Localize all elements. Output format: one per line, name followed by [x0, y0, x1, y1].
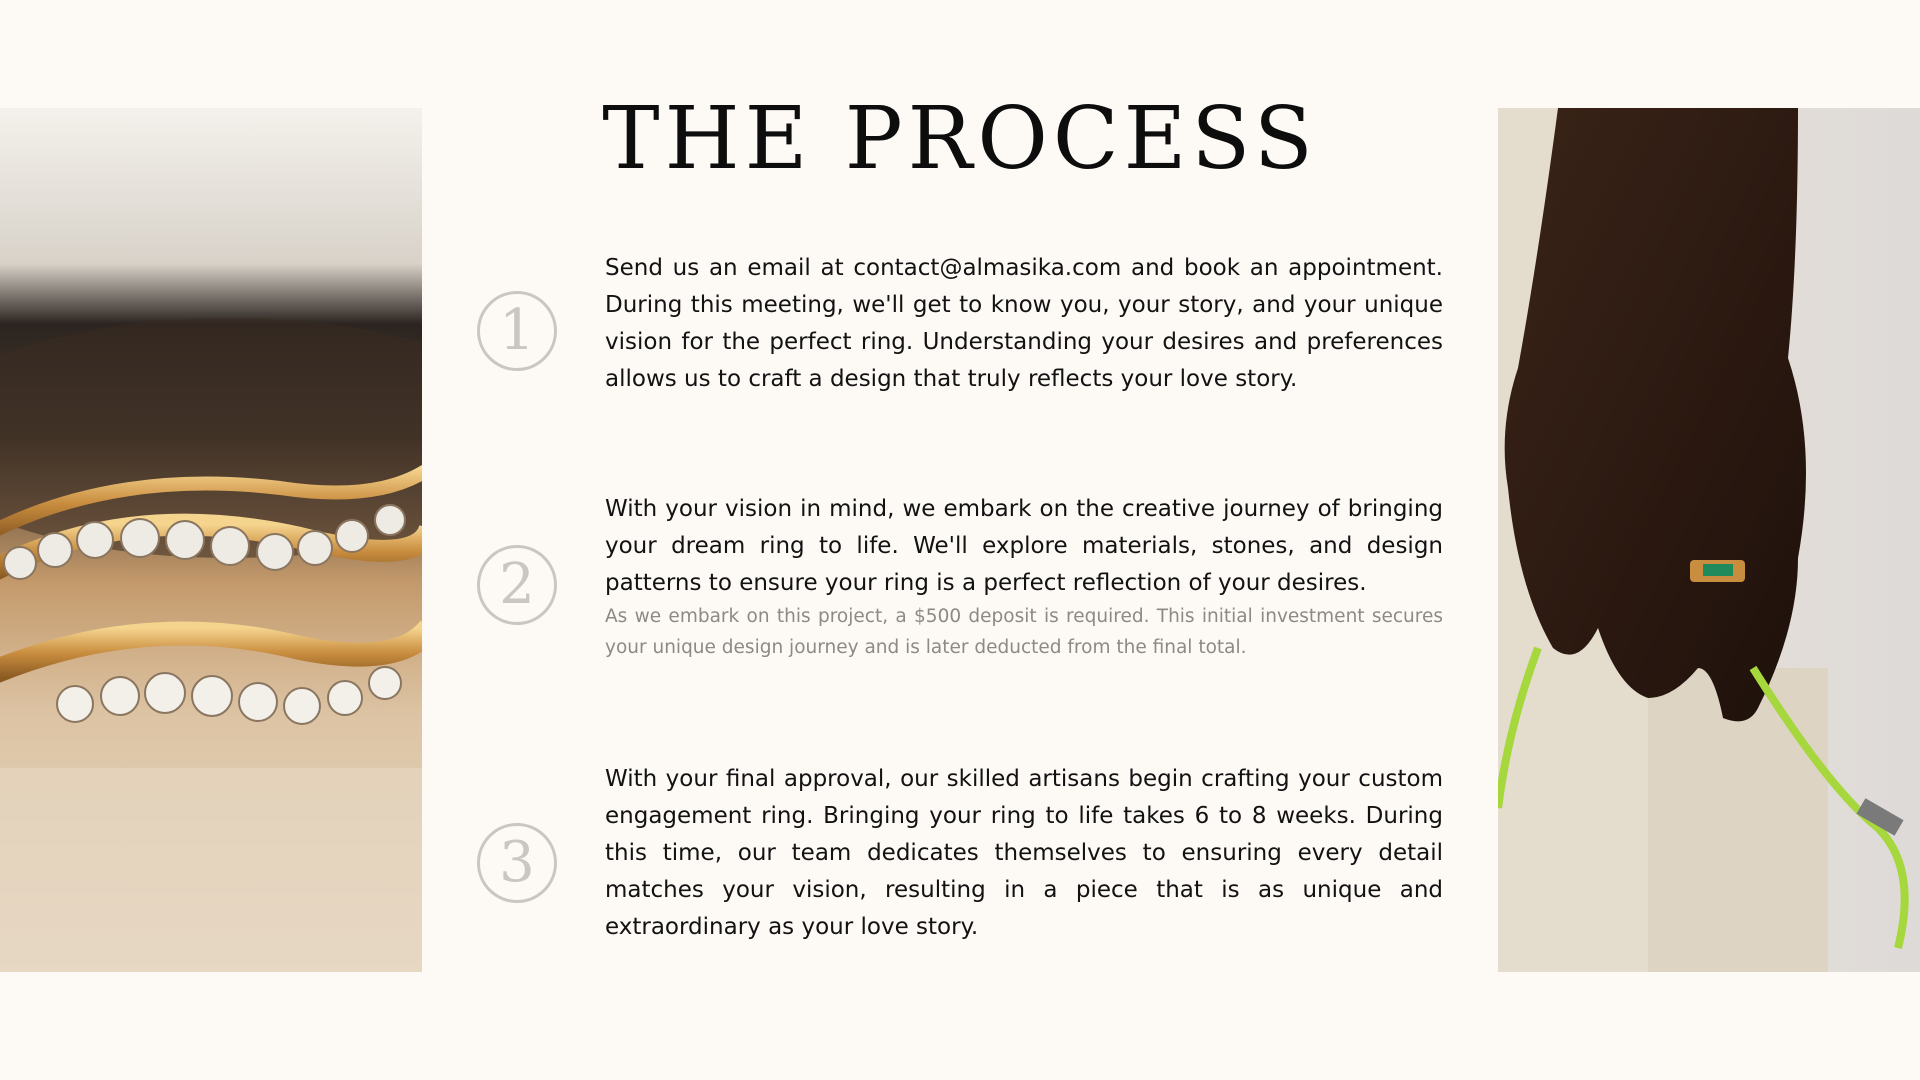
step-1-number: 1 — [477, 291, 557, 371]
page-title: THE PROCESS — [602, 89, 1318, 189]
rings-photo — [0, 108, 422, 972]
step-2-number: 2 — [477, 545, 557, 625]
hand-ring-photo — [1498, 108, 1920, 972]
step-3-text: With your final approval, our skilled artisans begin crafting your custom engagement ring. Bringing your ring to life takes 6 to 8 weeks. During this time, our team dedicates themselves to ensuring every detail matches your vision, resulting in a piece that is as unique and extraordinary as your love story. — [605, 766, 1443, 940]
step-2-text: With your vision in mind, we embark on the creative journey of bringing your dream ring to life. We'll explore materials, stones, and design patterns to ensure your ring is a perfect reflection of your desires. — [605, 496, 1443, 596]
hand-ring-photo-art — [1498, 108, 1920, 972]
step-3-number: 3 — [477, 823, 557, 903]
rings-photo-art — [0, 108, 422, 972]
step-1-text: Send us an email at contact@almasika.com and book an appointment. During this meeting, we'll get to know you, your story, and your unique vision for the perfect ring. Understanding your desires and preferences allows us to craft a design that truly reflects your love story. — [605, 255, 1443, 392]
step-2-deposit-note: As we embark on this project, a $500 deposit is required. This initial investment secures your unique design journey and is later deducted from the final total. — [605, 606, 1443, 658]
